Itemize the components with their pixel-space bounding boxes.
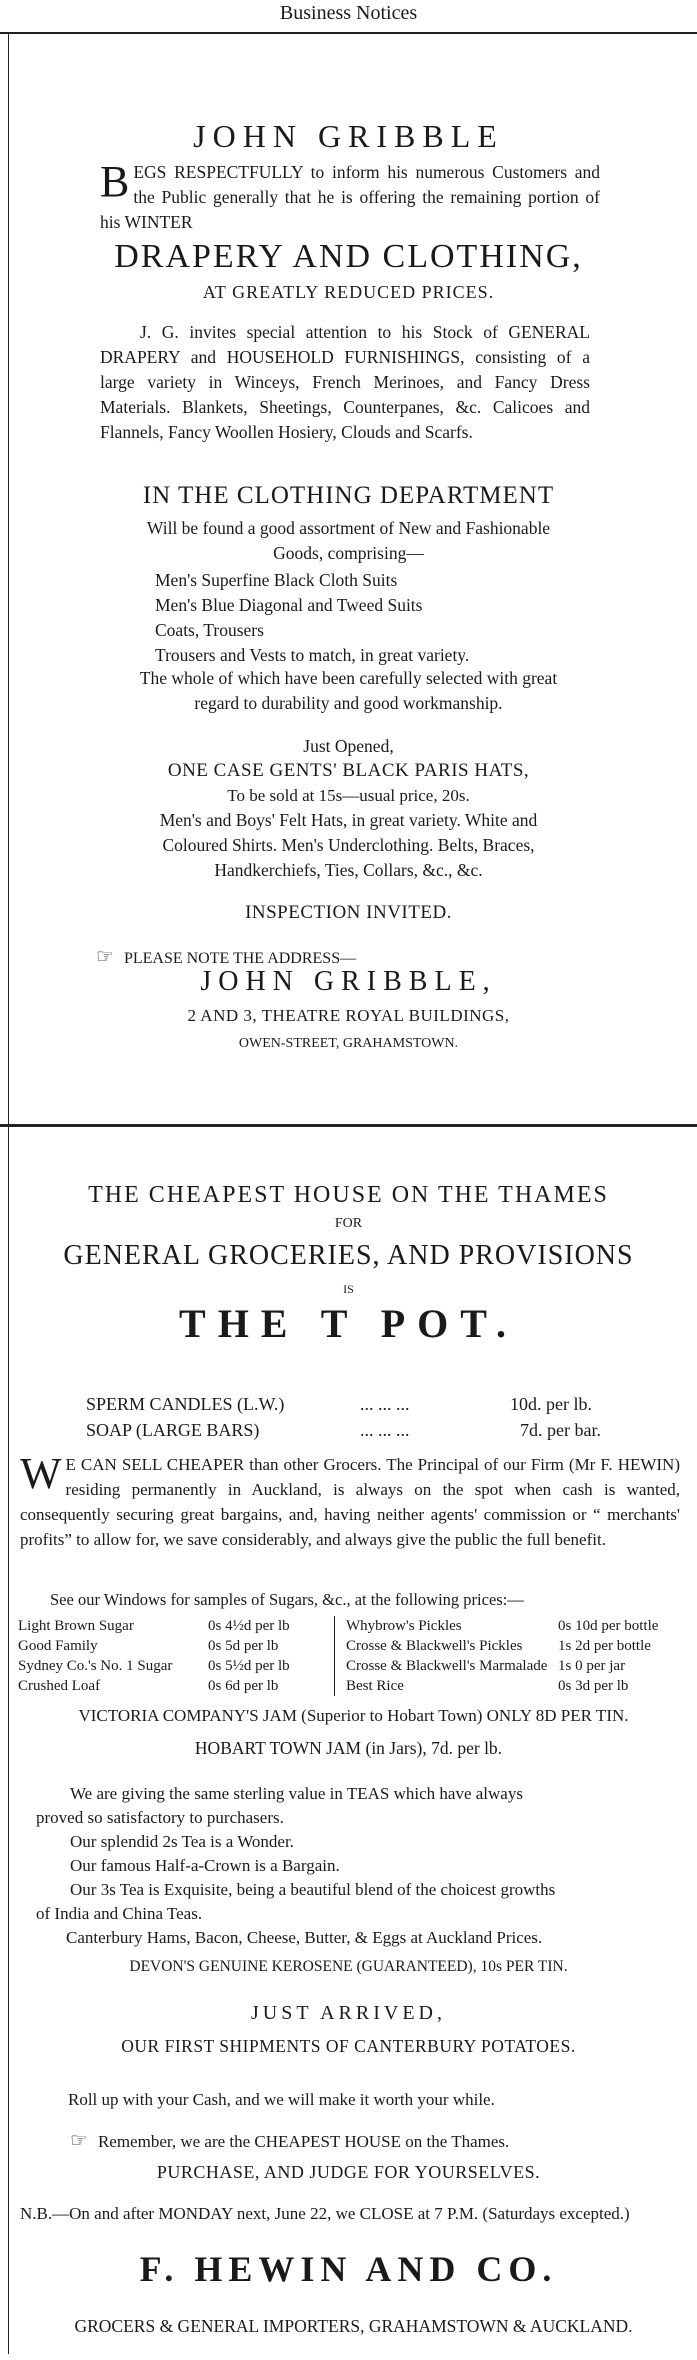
prices-right: [346, 1616, 658, 1696]
price-row: [346, 1656, 658, 1676]
hewin-footer: GROCERS & GENERAL IMPORTERS, GRAHAMSTOWN & AUCKLAND.: [74, 2316, 633, 2336]
hewin-firm-name: F. HEWIN AND CO.: [139, 2249, 558, 2289]
shipments: OUR FIRST SHIPMENTS OF CANTERBURY POTATOES.: [121, 2036, 576, 2056]
note-address-text: PLEASE NOTE THE ADDRESS—: [123, 950, 357, 967]
hewin-t-pot: THE T POT.: [179, 1301, 518, 1346]
price-value: 1s 0 per jar: [558, 1658, 626, 1674]
pointing-hand-icon: ☞: [70, 2130, 88, 2152]
price-value: 0s 6d per lb: [208, 1678, 279, 1694]
price-row: [18, 1616, 290, 1636]
clothing-item: Trousers and Vests to match, in great variety.: [155, 645, 470, 665]
gribble-name: JOHN GRIBBLE: [193, 118, 504, 154]
price-row: [346, 1676, 658, 1696]
tea-2s: Our splendid 2s Tea is a Wonder.: [70, 1832, 294, 1851]
price-item: Whybrow's Pickles: [346, 1618, 462, 1634]
clothing-line-2: Goods, comprising—: [273, 543, 424, 563]
hats-line-1: Men's and Boys' Felt Hats, in great variety. White and: [159, 810, 538, 830]
ad-separator-rule: [0, 1124, 697, 1127]
gribble-intro: [100, 157, 600, 235]
price-item: Crosse & Blackwell's Marmalade: [346, 1658, 548, 1674]
hewin-intro: [20, 1449, 680, 1552]
price-value: 0s 4½d per lb: [208, 1618, 290, 1634]
tea-3s: Our 3s Tea is Exquisite, being a beautiful blend of the choicest growths: [70, 1880, 556, 1899]
victoria-jam: VICTORIA COMPANY'S JAM (Superior to Hobart Town) ONLY 8D PER TIN.: [78, 1706, 629, 1725]
gribble-address-1: 2 AND 3, THEATRE ROYAL BUILDINGS,: [187, 1006, 510, 1025]
gribble-intro-text: EGS RESPECTFULLY to inform his numerous Customers and the Public generally that he is offering the remaining portion of his WINTER: [100, 162, 600, 232]
price-row: [346, 1636, 658, 1656]
pointing-hand-icon: ☞: [96, 946, 114, 968]
gribble-dropcap: B: [100, 157, 130, 206]
tea-3s-cont: of India and China Teas.: [36, 1904, 203, 1923]
price-value: 1s 2d per bottle: [558, 1638, 651, 1654]
teas-line-1: We are giving the same sterling value in TEAS which have always: [70, 1784, 523, 1803]
candles-dots: ... ... ...: [360, 1394, 410, 1414]
gribble-address-2: OWEN-STREET, GRAHAMSTOWN.: [238, 1036, 459, 1051]
hewin-intro-text: E CAN SELL CHEAPER than other Grocers. The Principal of our Firm (Mr F. HEWIN) residing permanently in Auckland, is always on the spot when cash is wanted, consequently securing great bargains, and, having neither agents' commission or “ merchants' profits” to allow for, we save considerably, and always give the public the full benefit.: [20, 1455, 680, 1549]
just-arrived: JUST ARRIVED,: [251, 2002, 446, 2024]
gribble-stock-paragraph: J. G. invites special attention to his Stock of GENERAL DRAPERY and HOUSEHOLD FURNISHINGS, consisting of a large variety in Winceys, French Merinoes, and Fancy Dress Materials. Blankets, Sheetings, Counterpanes, &c. Calicoes and Flannels, Fancy Woollen Hosiery, Clouds and Scarfs.: [100, 322, 590, 442]
price-row: [18, 1656, 290, 1676]
clothing-item: Men's Blue Diagonal and Tweed Suits: [155, 595, 423, 615]
soap-label: SOAP (LARGE BARS): [86, 1420, 260, 1440]
soap-dots: ... ... ...: [360, 1420, 410, 1440]
hewin-line-3: GENERAL GROCERIES, AND PROVISIONS: [63, 1240, 634, 1271]
roll-up: Roll up with your Cash, and we will make it worth your while.: [68, 2090, 495, 2109]
price-item: Light Brown Sugar: [18, 1618, 134, 1634]
inspection-invited: INSPECTION INVITED.: [245, 902, 452, 923]
clothing-close-1: The whole of which have been carefully selected with great: [139, 668, 558, 688]
price-item: Crushed Loaf: [18, 1678, 101, 1694]
hewin-dropcap: W: [20, 1449, 62, 1498]
canterbury-hams: Canterbury Hams, Bacon, Cheese, Butter, & Eggs at Auckland Prices.: [66, 1928, 543, 1947]
teas-line-2: proved so satisfactory to purchasers.: [36, 1808, 284, 1827]
clothing-line-1: Will be found a good assortment of New and Fashionable: [146, 518, 551, 538]
candles-label: SPERM CANDLES (L.W.): [86, 1394, 285, 1414]
remember-text: Remember, we are the CHEAPEST HOUSE on the Thames.: [97, 2132, 510, 2151]
hewin-line-1: THE CHEAPEST HOUSE ON THE THAMES: [88, 1182, 609, 1208]
gribble-headline: DRAPERY AND CLOTHING,: [114, 238, 583, 275]
see-windows: See our Windows for samples of Sugars, &c., at the following prices:—: [50, 1590, 524, 1609]
candles-price: 10d. per lb.: [510, 1394, 592, 1414]
soap-price: 7d. per bar.: [520, 1420, 601, 1440]
price-row: [346, 1616, 658, 1636]
price-divider: [334, 1616, 335, 1696]
just-opened: Just Opened,: [303, 736, 394, 756]
purchase: PURCHASE, AND JUDGE FOR YOURSELVES.: [156, 2162, 541, 2182]
price-item: Crosse & Blackwell's Pickles: [346, 1638, 523, 1654]
hats-line-2: Coloured Shirts. Men's Underclothing. Belts, Braces,: [162, 835, 535, 855]
price-value: 0s 5½d per lb: [208, 1658, 290, 1674]
price-item: Best Rice: [346, 1678, 404, 1694]
clothing-item: Coats, Trousers: [155, 620, 264, 640]
gribble-subheadline: AT GREATLY REDUCED PRICES.: [202, 282, 495, 302]
hats-line-3: Handkerchiefs, Ties, Collars, &c., &c.: [214, 860, 483, 880]
price-item: Good Family: [18, 1638, 98, 1654]
price-row: [18, 1636, 290, 1656]
price-value: 0s 5d per lb: [208, 1638, 279, 1654]
nb-closing: N.B.—On and after MONDAY next, June 22, we CLOSE at 7 P.M. (Saturdays excepted.): [20, 2204, 630, 2223]
kerosene: DEVON'S GENUINE KEROSENE (GUARANTEED), 10s PER TIN.: [129, 1958, 568, 1975]
price-item: Sydney Co.'s No. 1 Sugar: [18, 1658, 173, 1674]
top-rule: [0, 32, 697, 34]
price-row: [18, 1676, 290, 1696]
price-value: 0s 3d per lb: [558, 1678, 629, 1694]
page-title: Business Notices: [279, 2, 418, 24]
clothing-item: Men's Superfine Black Cloth Suits: [155, 570, 398, 590]
prices-left: [18, 1616, 290, 1696]
hewin-line-4: IS: [343, 1282, 354, 1296]
hats-heading: ONE CASE GENTS' BLACK PARIS HATS,: [167, 760, 530, 781]
remember: [70, 2128, 509, 2153]
clothing-heading: IN THE CLOTHING DEPARTMENT: [142, 482, 555, 509]
tea-half-crown: Our famous Half-a-Crown is a Bargain.: [70, 1856, 340, 1875]
gribble-name-2: JOHN GRIBBLE,: [200, 966, 497, 997]
clothing-close-2: regard to durability and good workmanship.: [194, 693, 503, 713]
hats-price: To be sold at 15s—usual price, 20s.: [227, 786, 470, 805]
hobart-jam: HOBART TOWN JAM (in Jars), 7d. per lb.: [194, 1738, 503, 1758]
price-value: 0s 10d per bottle: [558, 1618, 659, 1634]
hewin-line-2: FOR: [334, 1216, 363, 1231]
